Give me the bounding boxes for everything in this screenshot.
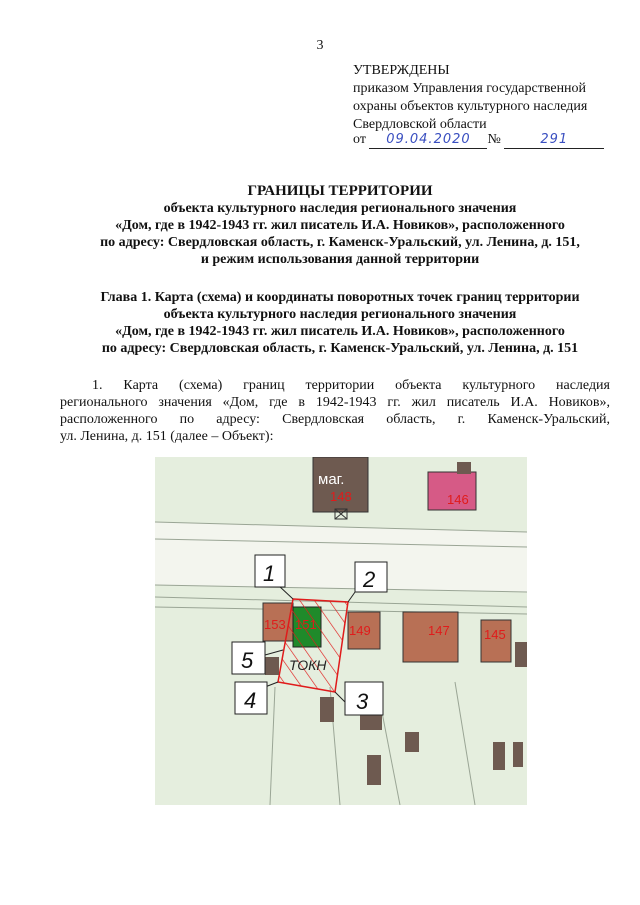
outbuilding <box>513 742 523 767</box>
building-number-146: 146 <box>447 492 469 507</box>
site-map-svg <box>155 457 527 805</box>
outbuilding <box>493 742 505 770</box>
point-label-3 <box>345 682 383 715</box>
order-number-handwritten: 291 <box>540 132 569 147</box>
document-title <box>60 183 620 268</box>
chapter-line: объекта культурного наследия регионального значения <box>163 307 517 322</box>
site-map <box>155 457 527 805</box>
title-line: «Дом, где в 1942-1943 гг. жил писатель И.А. Новиков», расположенного <box>115 218 565 233</box>
outbuilding <box>457 462 471 474</box>
point-number: 2 <box>363 567 376 592</box>
page-number: 3 <box>316 38 324 53</box>
chapter-line: «Дом, где в 1942-1943 гг. жил писатель И.А. Новиков», расположенного <box>115 324 565 339</box>
point-label-1 <box>255 555 285 587</box>
zone-label: ТОКН <box>289 657 327 673</box>
building-number-153: 153 <box>264 617 286 632</box>
point-number: 1 <box>263 561 276 586</box>
paragraph-line: ул. Ленина, д. 151 (далее – Объект): <box>60 429 274 444</box>
building-number-147: 147 <box>428 623 450 638</box>
outbuilding <box>265 657 279 675</box>
approval-line: Свердловской области <box>353 117 487 132</box>
point-number: 3 <box>356 689 369 714</box>
from-label: от <box>353 132 366 147</box>
approval-block <box>353 62 640 134</box>
order-number-field <box>504 132 604 149</box>
point-label-2 <box>355 562 387 592</box>
paragraph-line: регионального значения «Дом, где в 1942-1943 гг. жил писатель И.А. Новиков», <box>60 395 610 410</box>
title-line: по адресу: Свердловская область, г. Каменск-Уральский, ул. Ленина, д. 151, <box>100 235 580 250</box>
approval-line: охраны объектов культурного наследия <box>353 99 588 114</box>
road <box>155 522 527 592</box>
chapter-line: Глава 1. Карта (схема) и координаты поворотных точек границ территории <box>100 290 580 305</box>
paragraph-1 <box>60 377 610 445</box>
point-number: 4 <box>244 688 257 713</box>
building-number-148: 148 <box>330 489 352 504</box>
chapter-line: по адресу: Свердловская область, г. Каменск-Уральский, ул. Ленина, д. 151 <box>101 341 579 356</box>
outbuilding <box>515 642 527 667</box>
paragraph-line: расположенного по адресу: Свердловская область, г. Каменск-Уральский, <box>60 412 610 427</box>
order-date-number <box>353 132 604 149</box>
outbuilding <box>320 697 334 722</box>
chapter-heading <box>60 289 620 357</box>
outbuilding <box>405 732 419 752</box>
title-line: объекта культурного наследия регионального значения <box>163 201 517 216</box>
building-number-145: 145 <box>484 627 506 642</box>
number-label: № <box>487 132 501 147</box>
approval-line: приказом Управления государственной <box>353 81 587 96</box>
order-date-handwritten: 09.04.2020 <box>386 132 471 147</box>
title-line: и режим использования данной территории <box>200 252 480 267</box>
outbuilding <box>367 755 381 785</box>
shop-label: маг. <box>318 471 345 488</box>
order-date-field <box>369 132 487 149</box>
point-number: 5 <box>241 648 254 673</box>
point-label-4 <box>235 682 267 714</box>
paragraph-line: 1. Карта (схема) границ территории объекта культурного наследия <box>92 378 610 393</box>
approval-heading: УТВЕРЖДЕНЫ <box>353 63 450 78</box>
title-main: ГРАНИЦЫ ТЕРРИТОРИИ <box>247 183 433 199</box>
building-number-149: 149 <box>349 623 371 638</box>
point-label-5 <box>232 642 265 674</box>
